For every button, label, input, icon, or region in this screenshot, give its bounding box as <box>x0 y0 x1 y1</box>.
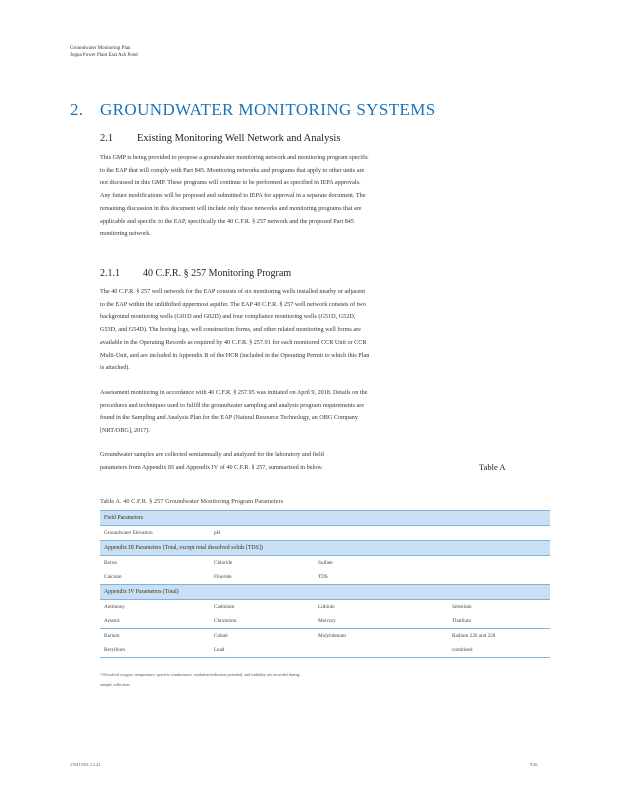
table-cell: Molybdenum <box>318 633 346 639</box>
paragraph-gmp-intro: This GMP is being provided to propose a groundwater monitoring network and monitoring program specific to the EAP that will comply with Part 845. Monitoring networks and programs that apply to other units are not discussed in this GMP. These programs will continue to be performed as specified in IEPA approvals. Any future modifications will be proposed and submitted to IEPA for approval in a separate document. The remaining discussion in this document will include only these networks and monitoring programs that are applicable and specific to the EAP, specifically the 40 C.F.R. § 257 network and the proposed Part 845 monitoring network. <box>100 154 369 238</box>
table-cell: Mercury <box>314 614 448 629</box>
field-parameters-header: Field Parameters <box>100 511 550 526</box>
table-cell: Boron <box>104 560 117 566</box>
table-row <box>100 614 550 629</box>
header-line-1: Groundwater Monitoring Plan <box>70 46 131 51</box>
table-caption: Table A. 40 C.F.R. § 257 Groundwater Monitoring Program Parameters <box>100 498 284 505</box>
section-title: GROUNDWATER MONITORING SYSTEMS <box>100 100 436 119</box>
appendix-iii-header: Appendix III Parameters (Total, except total dissolved solids [TDS]) <box>100 541 550 556</box>
table-cell: Chromium <box>210 614 314 629</box>
table-cell: Chloride <box>214 560 233 566</box>
parameters-table <box>100 510 550 658</box>
table-row <box>100 570 550 585</box>
appendix-iv-header: Appendix IV Parameters (Total) <box>100 585 550 600</box>
table-cell: Barium <box>104 633 120 639</box>
table-cell: Beryllium <box>100 643 210 658</box>
table-group-header <box>100 585 550 600</box>
subsubsection-number: 2.1.1 <box>100 268 120 279</box>
section-number: 2. <box>70 100 84 119</box>
table-cell: Selenium <box>452 604 472 610</box>
footer-document-id: 170413951.3.2.22 <box>70 762 101 767</box>
table-row <box>100 629 550 644</box>
footer-page-number: 9/26 <box>530 762 538 767</box>
table-reference: Table A <box>479 462 506 472</box>
table-cell: Calcium <box>104 574 122 580</box>
table-group-header <box>100 541 550 556</box>
table-row <box>100 600 550 615</box>
table-cell: Thallium <box>448 614 550 629</box>
running-header <box>70 45 138 59</box>
table-cell: TDS <box>318 574 328 580</box>
subsection-number: 2.1 <box>100 133 114 144</box>
header-line-2: Joppa Power Plant East Ash Pond <box>70 53 138 58</box>
table-row <box>100 556 550 571</box>
table-footnote: ¹ Dissolved oxygen, temperature, specific conductance, oxidation/reduction potential, and turbidity are recorded during sample collection. <box>100 672 300 687</box>
table-cell: Antimony <box>104 604 126 610</box>
table-row <box>100 643 550 658</box>
table-cell: combined <box>448 643 550 658</box>
table-cell <box>314 643 448 658</box>
table-cell: Fluoride <box>214 574 232 580</box>
paragraph-groundwater-samples: Groundwater samples are collected semiannually and analyzed for the laboratory and field parameters from Appendix III and Appendix IV of 40 C.F.R. § 257, summarized in below. <box>100 451 324 471</box>
table-cell: Sulfate <box>318 560 333 566</box>
table-cell: Lead <box>210 643 314 658</box>
paragraph-assessment-monitoring: Assessment monitoring in accordance with 40 C.F.R. § 257.95 was initiated on April 9, 2018. Details on the procedures and techniques used to fulfill the groundwater sampling and analysis program requirements are found in the Sampling and Analysis Plan for the EAP (Natural Resource Technology, an OBG Company [NRT/OBG], 2017). <box>100 389 368 435</box>
table-cell: pH <box>214 530 221 536</box>
table-cell: Cobalt <box>214 633 228 639</box>
table-cell: Radium 226 and 228 <box>452 633 496 639</box>
table-cell: Groundwater Elevation <box>104 530 153 536</box>
table-row <box>100 526 550 541</box>
table-cell: Lithium <box>318 604 335 610</box>
paragraph-well-network: The 40 C.F.R. § 257 well network for the EAP consists of six monitoring wells installed nearby or adjacent to the EAP within the unlithified uppermost aquifer. The EAP 40 C.F.R. § 257 well network consists of two background monitoring wells (G01D and G02D) and four compliance monitoring wells (G51D, G52D, G53D, and G54D). The boring logs, well construction forms, and other related monitoring well forms are available in the Operating Records as required by 40 C.F.R. § 257.91 for each monitored CCR Unit or CCR Multi-Unit, and are included in Appendix B of the HCR (included in the Operating Permit to which this Plan is attached). <box>100 288 370 372</box>
table-cell: Cadmium <box>214 604 235 610</box>
subsection-title: Existing Monitoring Well Network and Analysis <box>137 133 341 144</box>
table-group-header <box>100 511 550 526</box>
subsubsection-title: 40 C.F.R. § 257 Monitoring Program <box>143 268 292 279</box>
table-cell: Arsenic <box>100 614 210 629</box>
